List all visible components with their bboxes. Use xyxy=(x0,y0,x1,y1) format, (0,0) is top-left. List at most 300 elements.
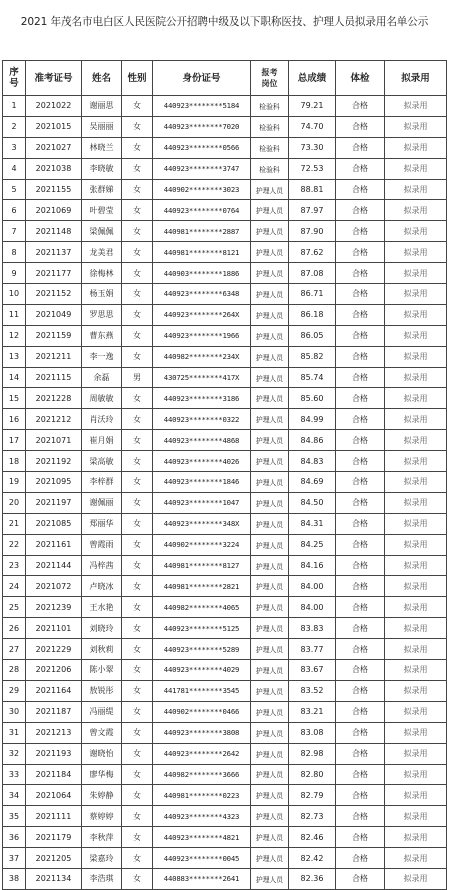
cell-name: 陈小翠 xyxy=(82,660,122,681)
cell-id-no: 440923********1966 xyxy=(153,325,251,346)
cell-id-no: 440883********2641 xyxy=(153,868,251,889)
cell-gender: 女 xyxy=(122,116,153,137)
cell-score: 86.05 xyxy=(289,325,336,346)
cell-name: 李一逸 xyxy=(82,346,122,367)
cell-name: 曾霞雨 xyxy=(82,534,122,555)
cell-score: 84.25 xyxy=(289,534,336,555)
cell-physical: 合格 xyxy=(336,555,385,576)
table-row xyxy=(3,743,447,764)
cell-physical: 合格 xyxy=(336,764,385,785)
cell-hire: 拟录用 xyxy=(385,618,447,639)
cell-hire: 拟录用 xyxy=(385,96,447,117)
cell-hire: 拟录用 xyxy=(385,242,447,263)
cell-hire: 拟录用 xyxy=(385,660,447,681)
cell-hire: 拟录用 xyxy=(385,513,447,534)
cell-id-no: 440982********3666 xyxy=(153,764,251,785)
cell-gender: 女 xyxy=(122,137,153,158)
cell-exam-no: 2021022 xyxy=(26,96,82,117)
cell-position: 检验科 xyxy=(251,137,289,158)
cell-hire: 拟录用 xyxy=(385,409,447,430)
table-row xyxy=(3,409,447,430)
cell-id-no: 440923********4029 xyxy=(153,660,251,681)
table-row xyxy=(3,263,447,284)
header-name: 姓名 xyxy=(82,61,122,96)
cell-hire: 拟录用 xyxy=(385,200,447,221)
cell-position: 护理人员 xyxy=(251,785,289,806)
table-row xyxy=(3,158,447,179)
cell-score: 85.60 xyxy=(289,388,336,409)
cell-name: 王水艳 xyxy=(82,597,122,618)
table-row xyxy=(3,576,447,597)
cell-gender: 女 xyxy=(122,513,153,534)
cell-gender: 女 xyxy=(122,722,153,743)
cell-seq: 19 xyxy=(3,472,26,493)
cell-gender: 女 xyxy=(122,806,153,827)
cell-exam-no: 2021197 xyxy=(26,492,82,513)
cell-name: 徐梅林 xyxy=(82,263,122,284)
cell-id-no: 440902********3224 xyxy=(153,534,251,555)
cell-score: 84.69 xyxy=(289,472,336,493)
cell-id-no: 440923********5125 xyxy=(153,618,251,639)
cell-hire: 拟录用 xyxy=(385,325,447,346)
cell-hire: 拟录用 xyxy=(385,848,447,869)
cell-gender: 女 xyxy=(122,409,153,430)
cell-score: 85.82 xyxy=(289,346,336,367)
table-row xyxy=(3,806,447,827)
header-row xyxy=(3,61,447,96)
cell-seq: 10 xyxy=(3,284,26,305)
cell-position: 护理人员 xyxy=(251,597,289,618)
cell-gender: 女 xyxy=(122,430,153,451)
cell-exam-no: 2021071 xyxy=(26,430,82,451)
cell-hire: 拟录用 xyxy=(385,367,447,388)
cell-gender: 女 xyxy=(122,534,153,555)
cell-hire: 拟录用 xyxy=(385,388,447,409)
cell-exam-no: 2021187 xyxy=(26,701,82,722)
cell-position: 护理人员 xyxy=(251,367,289,388)
cell-name: 林晓兰 xyxy=(82,137,122,158)
cell-score: 82.46 xyxy=(289,827,336,848)
cell-hire: 拟录用 xyxy=(385,158,447,179)
cell-id-no: 440981********0223 xyxy=(153,785,251,806)
cell-id-no: 440981********2821 xyxy=(153,576,251,597)
cell-physical: 合格 xyxy=(336,367,385,388)
cell-seq: 22 xyxy=(3,534,26,555)
cell-exam-no: 2021205 xyxy=(26,848,82,869)
cell-physical: 合格 xyxy=(336,806,385,827)
cell-score: 86.71 xyxy=(289,284,336,305)
cell-gender: 女 xyxy=(122,346,153,367)
cell-seq: 36 xyxy=(3,827,26,848)
cell-position: 护理人员 xyxy=(251,263,289,284)
cell-id-no: 440923********4868 xyxy=(153,430,251,451)
table-row xyxy=(3,492,447,513)
cell-gender: 女 xyxy=(122,597,153,618)
cell-gender: 女 xyxy=(122,827,153,848)
cell-physical: 合格 xyxy=(336,472,385,493)
cell-seq: 13 xyxy=(3,346,26,367)
cell-position: 护理人员 xyxy=(251,868,289,889)
document-title: 2021 年茂名市电白区人民医院公开招聘中级及以下职称医技、护理人员拟录用名单公示 xyxy=(20,16,429,28)
cell-exam-no: 2021015 xyxy=(26,116,82,137)
cell-name: 梁高敏 xyxy=(82,451,122,472)
cell-id-no: 440923********0322 xyxy=(153,409,251,430)
table-row xyxy=(3,96,447,117)
table-row xyxy=(3,701,447,722)
cell-exam-no: 2021213 xyxy=(26,722,82,743)
cell-id-no: 440923********4323 xyxy=(153,806,251,827)
cell-name: 蔡婷婷 xyxy=(82,806,122,827)
cell-physical: 合格 xyxy=(336,388,385,409)
cell-seq: 30 xyxy=(3,701,26,722)
cell-seq: 27 xyxy=(3,639,26,660)
cell-seq: 12 xyxy=(3,325,26,346)
cell-physical: 合格 xyxy=(336,701,385,722)
cell-position: 护理人员 xyxy=(251,680,289,701)
cell-position: 护理人员 xyxy=(251,242,289,263)
cell-score: 82.79 xyxy=(289,785,336,806)
header-seq xyxy=(3,61,26,96)
cell-seq: 18 xyxy=(3,451,26,472)
cell-physical: 合格 xyxy=(336,618,385,639)
table-row xyxy=(3,284,447,305)
cell-score: 72.53 xyxy=(289,158,336,179)
cell-position: 护理人员 xyxy=(251,827,289,848)
cell-hire: 拟录用 xyxy=(385,263,447,284)
cell-physical: 合格 xyxy=(336,200,385,221)
cell-physical: 合格 xyxy=(336,221,385,242)
cell-name: 吴丽丽 xyxy=(82,116,122,137)
table-row xyxy=(3,179,447,200)
cell-position: 护理人员 xyxy=(251,743,289,764)
cell-seq: 5 xyxy=(3,179,26,200)
cell-gender: 女 xyxy=(122,701,153,722)
cell-id-no: 440982********234X xyxy=(153,346,251,367)
cell-position: 护理人员 xyxy=(251,284,289,305)
cell-position: 护理人员 xyxy=(251,576,289,597)
cell-score: 88.81 xyxy=(289,179,336,200)
cell-name: 李梓群 xyxy=(82,472,122,493)
cell-id-no: 440923********3186 xyxy=(153,388,251,409)
cell-physical: 合格 xyxy=(336,513,385,534)
cell-name: 李秋萍 xyxy=(82,827,122,848)
cell-physical: 合格 xyxy=(336,242,385,263)
header-hire: 拟录用 xyxy=(385,61,447,96)
cell-name: 梁嘉玲 xyxy=(82,848,122,869)
table-row xyxy=(3,868,447,889)
cell-name: 李浩琪 xyxy=(82,868,122,889)
cell-hire: 拟录用 xyxy=(385,722,447,743)
cell-seq: 3 xyxy=(3,137,26,158)
cell-exam-no: 2021192 xyxy=(26,451,82,472)
cell-exam-no: 2021177 xyxy=(26,263,82,284)
cell-exam-no: 2021049 xyxy=(26,304,82,325)
cell-gender: 女 xyxy=(122,472,153,493)
cell-hire: 拟录用 xyxy=(385,137,447,158)
cell-score: 82.98 xyxy=(289,743,336,764)
cell-name: 曹东燕 xyxy=(82,325,122,346)
cell-id-no: 440923********0045 xyxy=(153,848,251,869)
cell-hire: 拟录用 xyxy=(385,868,447,889)
cell-score: 83.08 xyxy=(289,722,336,743)
cell-name: 谢佩丽 xyxy=(82,492,122,513)
cell-position: 护理人员 xyxy=(251,701,289,722)
cell-seq: 33 xyxy=(3,764,26,785)
table-row xyxy=(3,513,447,534)
cell-gender: 女 xyxy=(122,221,153,242)
cell-hire: 拟录用 xyxy=(385,346,447,367)
table-row xyxy=(3,325,447,346)
cell-physical: 合格 xyxy=(336,158,385,179)
cell-exam-no: 2021064 xyxy=(26,785,82,806)
cell-hire: 拟录用 xyxy=(385,555,447,576)
cell-exam-no: 2021085 xyxy=(26,513,82,534)
cell-id-no: 440923********4821 xyxy=(153,827,251,848)
cell-score: 83.52 xyxy=(289,680,336,701)
cell-physical: 合格 xyxy=(336,576,385,597)
cell-seq: 28 xyxy=(3,660,26,681)
cell-name: 刘秋莉 xyxy=(82,639,122,660)
cell-hire: 拟录用 xyxy=(385,743,447,764)
cell-exam-no: 2021101 xyxy=(26,618,82,639)
table-row xyxy=(3,304,447,325)
cell-seq: 2 xyxy=(3,116,26,137)
cell-physical: 合格 xyxy=(336,116,385,137)
cell-position: 护理人员 xyxy=(251,618,289,639)
cell-seq: 25 xyxy=(3,597,26,618)
cell-physical: 合格 xyxy=(336,263,385,284)
cell-exam-no: 2021095 xyxy=(26,472,82,493)
cell-name: 冯梓茜 xyxy=(82,555,122,576)
table-row xyxy=(3,848,447,869)
header-position: 报考 岗位 xyxy=(251,61,289,96)
cell-name: 廖华梅 xyxy=(82,764,122,785)
cell-score: 87.08 xyxy=(289,263,336,284)
cell-score: 84.00 xyxy=(289,597,336,618)
cell-position: 护理人员 xyxy=(251,513,289,534)
cell-hire: 拟录用 xyxy=(385,451,447,472)
table-row xyxy=(3,367,447,388)
cell-gender: 女 xyxy=(122,388,153,409)
cell-name: 卢晓冰 xyxy=(82,576,122,597)
cell-position: 护理人员 xyxy=(251,451,289,472)
cell-name: 谢晓怡 xyxy=(82,743,122,764)
cell-name: 郑丽华 xyxy=(82,513,122,534)
cell-name: 罗思思 xyxy=(82,304,122,325)
cell-physical: 合格 xyxy=(336,868,385,889)
cell-gender: 女 xyxy=(122,96,153,117)
cell-score: 74.70 xyxy=(289,116,336,137)
cell-score: 83.67 xyxy=(289,660,336,681)
cell-physical: 合格 xyxy=(336,409,385,430)
cell-score: 83.83 xyxy=(289,618,336,639)
cell-hire: 拟录用 xyxy=(385,284,447,305)
cell-name: 叶碧莹 xyxy=(82,200,122,221)
cell-name: 周敏敏 xyxy=(82,388,122,409)
cell-seq: 11 xyxy=(3,304,26,325)
cell-hire: 拟录用 xyxy=(385,827,447,848)
cell-score: 85.74 xyxy=(289,367,336,388)
cell-name: 梁佩佩 xyxy=(82,221,122,242)
cell-exam-no: 2021184 xyxy=(26,764,82,785)
cell-name: 朱婷静 xyxy=(82,785,122,806)
table-row xyxy=(3,200,447,221)
cell-exam-no: 2021038 xyxy=(26,158,82,179)
cell-physical: 合格 xyxy=(336,743,385,764)
cell-gender: 女 xyxy=(122,555,153,576)
cell-seq: 38 xyxy=(3,868,26,889)
cell-score: 86.18 xyxy=(289,304,336,325)
cell-name: 龙美君 xyxy=(82,242,122,263)
cell-score: 87.90 xyxy=(289,221,336,242)
cell-exam-no: 2021134 xyxy=(26,868,82,889)
cell-gender: 女 xyxy=(122,576,153,597)
cell-seq: 6 xyxy=(3,200,26,221)
cell-hire: 拟录用 xyxy=(385,492,447,513)
cell-exam-no: 2021072 xyxy=(26,576,82,597)
cell-exam-no: 2021148 xyxy=(26,221,82,242)
cell-gender: 女 xyxy=(122,242,153,263)
cell-name: 敖锐彤 xyxy=(82,680,122,701)
cell-physical: 合格 xyxy=(336,597,385,618)
cell-exam-no: 2021137 xyxy=(26,242,82,263)
cell-score: 82.80 xyxy=(289,764,336,785)
cell-score: 82.73 xyxy=(289,806,336,827)
cell-position: 检验科 xyxy=(251,158,289,179)
cell-id-no: 440923********5289 xyxy=(153,639,251,660)
cell-exam-no: 2021239 xyxy=(26,597,82,618)
cell-hire: 拟录用 xyxy=(385,806,447,827)
cell-gender: 女 xyxy=(122,325,153,346)
cell-exam-no: 2021206 xyxy=(26,660,82,681)
cell-exam-no: 2021228 xyxy=(26,388,82,409)
cell-score: 84.16 xyxy=(289,555,336,576)
cell-id-no: 440923********348X xyxy=(153,513,251,534)
cell-score: 83.77 xyxy=(289,639,336,660)
cell-physical: 合格 xyxy=(336,304,385,325)
cell-seq: 14 xyxy=(3,367,26,388)
cell-seq: 21 xyxy=(3,513,26,534)
cell-id-no: 440903********1886 xyxy=(153,263,251,284)
table-row xyxy=(3,346,447,367)
cell-physical: 合格 xyxy=(336,284,385,305)
cell-physical: 合格 xyxy=(336,137,385,158)
cell-id-no: 440923********1846 xyxy=(153,472,251,493)
candidate-table xyxy=(2,60,447,890)
table-row xyxy=(3,785,447,806)
cell-position: 护理人员 xyxy=(251,806,289,827)
cell-name: 刘晓玲 xyxy=(82,618,122,639)
header-seq-label: 序 号 xyxy=(9,67,19,89)
cell-score: 82.42 xyxy=(289,848,336,869)
cell-name: 余磊 xyxy=(82,367,122,388)
cell-name: 崔月娟 xyxy=(82,430,122,451)
cell-exam-no: 2021179 xyxy=(26,827,82,848)
cell-seq: 35 xyxy=(3,806,26,827)
cell-position: 检验科 xyxy=(251,116,289,137)
cell-seq: 32 xyxy=(3,743,26,764)
cell-score: 82.36 xyxy=(289,868,336,889)
cell-id-no: 440923********7020 xyxy=(153,116,251,137)
cell-id-no: 440902********0466 xyxy=(153,701,251,722)
cell-id-no: 440923********264X xyxy=(153,304,251,325)
cell-physical: 合格 xyxy=(336,680,385,701)
cell-physical: 合格 xyxy=(336,660,385,681)
cell-position: 护理人员 xyxy=(251,639,289,660)
cell-physical: 合格 xyxy=(336,96,385,117)
cell-id-no: 440981********8121 xyxy=(153,242,251,263)
cell-id-no: 440923********0764 xyxy=(153,200,251,221)
cell-physical: 合格 xyxy=(336,179,385,200)
cell-name: 张群娣 xyxy=(82,179,122,200)
cell-gender: 女 xyxy=(122,848,153,869)
cell-score: 73.30 xyxy=(289,137,336,158)
cell-hire: 拟录用 xyxy=(385,116,447,137)
cell-score: 87.62 xyxy=(289,242,336,263)
header-exam-no: 准考证号 xyxy=(26,61,82,96)
table-row xyxy=(3,116,447,137)
table-row xyxy=(3,722,447,743)
cell-position: 护理人员 xyxy=(251,555,289,576)
cell-id-no: 440981********2887 xyxy=(153,221,251,242)
cell-gender: 女 xyxy=(122,179,153,200)
cell-gender: 女 xyxy=(122,785,153,806)
table-row xyxy=(3,597,447,618)
cell-physical: 合格 xyxy=(336,346,385,367)
cell-physical: 合格 xyxy=(336,722,385,743)
cell-gender: 女 xyxy=(122,639,153,660)
table-row xyxy=(3,430,447,451)
cell-position: 护理人员 xyxy=(251,848,289,869)
cell-physical: 合格 xyxy=(336,451,385,472)
cell-id-no: 440923********3747 xyxy=(153,158,251,179)
cell-seq: 7 xyxy=(3,221,26,242)
cell-seq: 16 xyxy=(3,409,26,430)
table-row xyxy=(3,827,447,848)
cell-name: 冯丽缇 xyxy=(82,701,122,722)
cell-gender: 女 xyxy=(122,284,153,305)
cell-id-no: 440923********5184 xyxy=(153,96,251,117)
cell-physical: 合格 xyxy=(336,492,385,513)
table-row xyxy=(3,764,447,785)
cell-seq: 4 xyxy=(3,158,26,179)
cell-hire: 拟录用 xyxy=(385,534,447,555)
cell-score: 79.21 xyxy=(289,96,336,117)
cell-id-no: 440982********4065 xyxy=(153,597,251,618)
cell-exam-no: 2021152 xyxy=(26,284,82,305)
table-row xyxy=(3,555,447,576)
cell-hire: 拟录用 xyxy=(385,472,447,493)
cell-hire: 拟录用 xyxy=(385,701,447,722)
cell-name: 肖沃玲 xyxy=(82,409,122,430)
cell-gender: 女 xyxy=(122,263,153,284)
cell-gender: 女 xyxy=(122,158,153,179)
cell-position: 护理人员 xyxy=(251,304,289,325)
cell-exam-no: 2021155 xyxy=(26,179,82,200)
cell-name: 谢丽思 xyxy=(82,96,122,117)
table-row xyxy=(3,680,447,701)
cell-position: 检验科 xyxy=(251,96,289,117)
cell-gender: 女 xyxy=(122,764,153,785)
cell-gender: 女 xyxy=(122,618,153,639)
cell-score: 84.50 xyxy=(289,492,336,513)
cell-seq: 29 xyxy=(3,680,26,701)
cell-id-no: 440923********1047 xyxy=(153,492,251,513)
cell-gender: 女 xyxy=(122,200,153,221)
cell-id-no: 440923********2642 xyxy=(153,743,251,764)
table-row xyxy=(3,639,447,660)
cell-seq: 26 xyxy=(3,618,26,639)
